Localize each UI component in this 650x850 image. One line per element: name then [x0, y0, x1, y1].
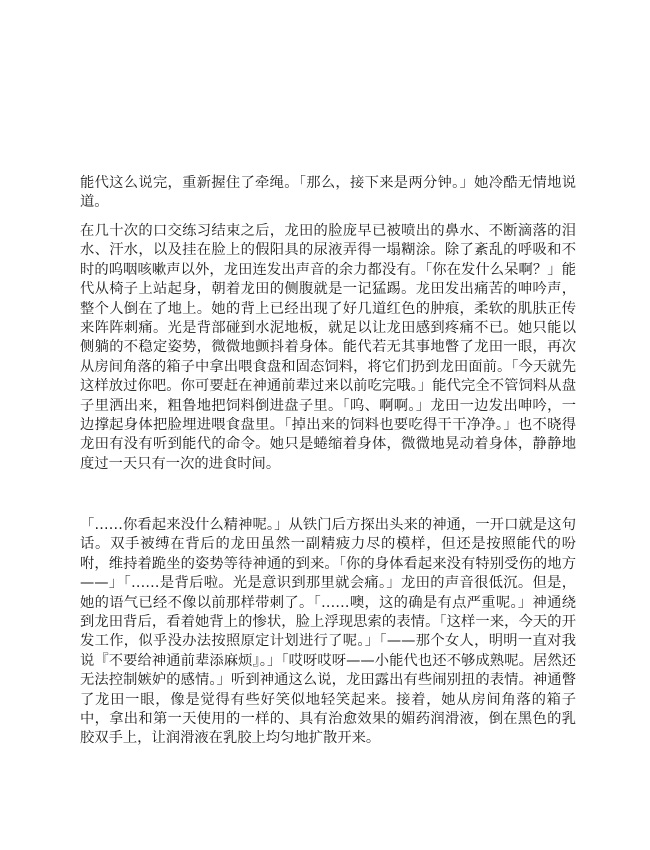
- paragraph-2: 在几十次的口交练习结束之后，龙田的脸庞早已被喷出的鼻水、不断滴落的泪水、汗水，以及挂在脸上的假阳具的尿液弄得一塌糊涂。除了紊乱的呼吸和不时的呜咽咳嗽声以外，龙田连发出声音的余力都没有。「你在发什么呆啊？」能代从椅子上站起身，朝着龙田的侧腹就是一记猛踢。龙田发出痛苦的呻吟声，整个人倒在了地上。她的背上已经出现了好几道红色的肿痕，柔软的肌肤正传来阵阵刺痛。光是背部碰到水泥地板，就足以让龙田感到疼痛不已。她只能以侧躺的不稳定姿势，微微地颤抖着身体。能代若无其事地瞥了龙田一眼，再次从房间角落的箱子中拿出喂食盘和固态饲料，将它们扔到龙田面前。「今天就先这样放过你吧。你可要赶在神通前辈过来以前吃完哦。」能代完全不管饲料从盘子里洒出来，粗鲁地把饲料倒进盘子里。「呜、啊啊。」龙田一边发出呻吟，一边撑起身体把脸埋进喂食盘里。「掉出来的饲料也要吃得干干净净。」也不晓得龙田有没有听到能代的命令。她只是蜷缩着身体，微微地晃动着身体，静静地度过一天只有一次的进食时间。: [80, 223, 576, 472]
- paragraph-1: 能代这么说完，重新握住了牵绳。「那么，接下来是两分钟。」她冷酷无情地说道。: [80, 175, 576, 211]
- paragraph-3: 「……你看起来没什么精神呢。」从铁门后方探出头来的神通，一开口就是这句话。双手被缚在背后的龙田虽然一副精疲力尽的模样，但还是按照能代的吩咐，维持着跪坐的姿势等待神通的到来。「你的身体看起来没有特别受伤的地方——」「……是背后啦。光是意识到那里就会痛。」龙田的声音很低沉。但是，她的语气已经不像以前那样带刺了。「……噢，这的确是有点严重呢。」神通绕到龙田背后，看着她背上的惨状，脸上浮现思索的表情。「这样一来，今天的开发工作，似乎没办法按照原定计划进行了呢。」「——那个女人，明明一直对我说『不要给神通前辈添麻烦』。」「哎呀哎呀——小能代也还不够成熟呢。居然还无法控制嫉妒的感情。」听到神通这么说，龙田露出有些闹别扭的表情。神通瞥了龙田一眼，像是觉得有些好笑似地轻笑起来。接着，她从房间角落的箱子中，拿出和第一天使用的一样的、具有治愈效果的媚药润滑液，倒在黑色的乳胶双手上，让润滑液在乳胶上均匀地扩散开来。: [80, 517, 576, 747]
